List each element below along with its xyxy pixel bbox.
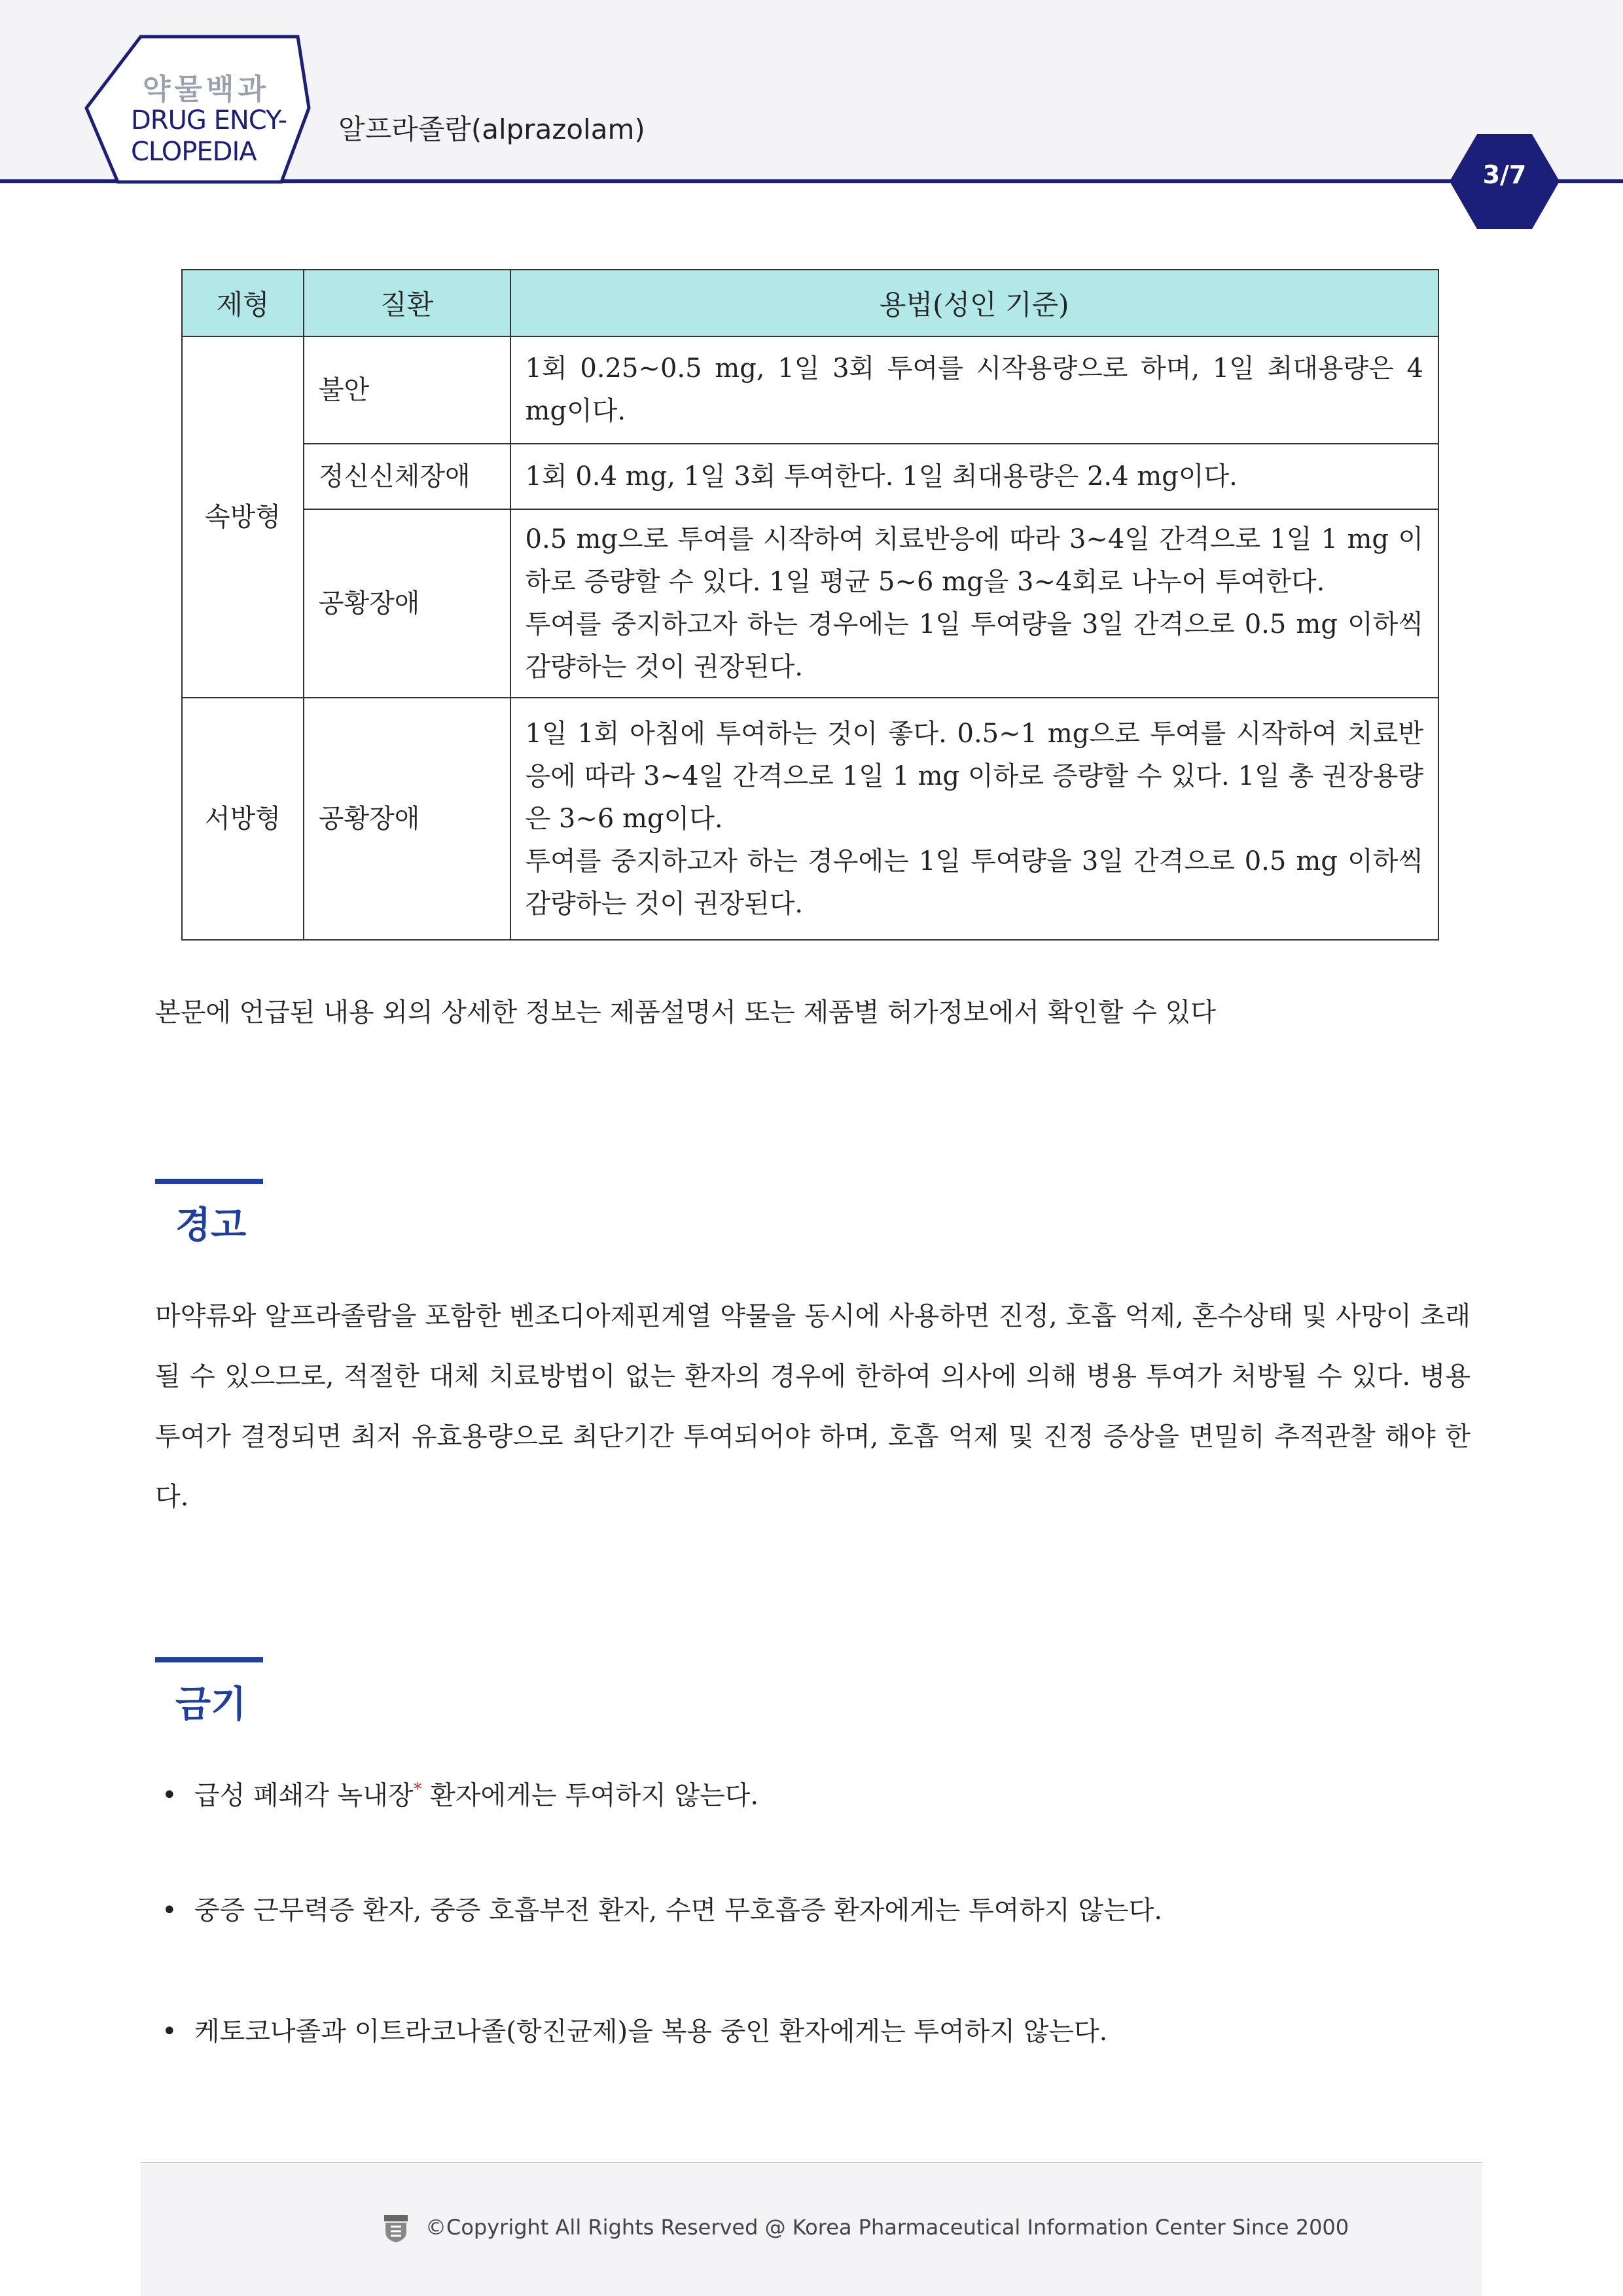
warning-paragraph: 마약류와 알프라졸람을 포함한 벤조디아제핀계열 약물을 동시에 사용하면 진정, 호흡 억제, 혼수상태 및 사망이 초래될 수 있으므로, 적절한 대체 치료방법이 없는 환자의 경우에 한하여 의사에 의해 병용 투여가 처방될 수 있다. 병용 투여가 결정되면 최저 유효용량으로 최단기간 투여되어야 하며, 호흡 억제 및 진정 증상을 면밀히 추적관찰 해야 한다. (155, 1301, 1471, 1512)
list-item (162, 2012, 1107, 2051)
table-row (182, 444, 1438, 509)
warning-accent-bar (155, 1179, 263, 1184)
usage-text-taper: 투여를 중지하고자 하는 경우에는 1일 투여량을 3일 간격으로 0.5 mg 이하씩 감량하는 것이 권장된다. (525, 846, 1423, 919)
table-header-row (182, 270, 1438, 336)
usage-cell (510, 509, 1438, 698)
header-disease: 질환 (304, 270, 510, 336)
usage-text: 1일 1회 아침에 투여하는 것이 좋다. 0.5~1 mg으로 투여를 시작하여 치료반응에 따라 3~4일 간격으로 1일 1 mg 이하로 증량할 수 있다. 1일 총 권장용량은 3~6 mg이다. (525, 718, 1423, 834)
usage-text-taper: 투여를 중지하고자 하는 경우에는 1일 투여량을 3일 간격으로 0.5 mg 이하씩 감량하는 것이 권장된다. (525, 609, 1423, 682)
usage-cell: 1회 0.4 mg, 1일 3회 투여한다. 1일 최대용량은 2.4 mg이다. (510, 444, 1438, 509)
form-cell: 서방형 (182, 698, 304, 940)
logo-english-line2: CLOPEDIA (131, 137, 257, 167)
dosage-table (181, 269, 1439, 941)
list-item-text-rest: 환자에게는 투여하지 않는다. (421, 1780, 759, 1811)
list-item-text: 케토코나졸과 이트라코나졸(항진균제)을 복용 중인 환자에게는 투여하지 않는다. (194, 2017, 1108, 2047)
usage-text: 0.5 mg으로 투여를 시작하여 치료반응에 따라 3~4일 간격으로 1일 1 mg 이하로 증량할 수 있다. 1일 평균 5~6 mg을 3~4회로 나누어 투여한다. (525, 524, 1423, 597)
footnote-mark: * (413, 1780, 422, 1799)
form-cell: 속방형 (182, 336, 304, 698)
warning-heading: 경고 (175, 1204, 247, 1247)
table-row (182, 509, 1438, 698)
info-note: 본문에 언급된 내용 외의 상세한 정보는 제품설명서 또는 제품별 허가정보에서 확인할 수 있다 (155, 997, 1216, 1028)
disease-cell: 정신신체장애 (304, 444, 510, 509)
logo-english-line1: DRUG ENCY- (131, 105, 287, 135)
copyright-text: ©Copyright All Rights Reserved @ Korea Pharmaceutical Information Center Since 2000 (425, 2215, 1349, 2240)
list-item-text: 중증 근무력증 환자, 중증 호흡부전 환자, 수면 무호흡증 환자에게는 투여하지 않는다. (194, 1895, 1163, 1926)
bullet-icon: • (162, 1780, 177, 1811)
logo-korean: 약물백과 (142, 73, 270, 106)
bullet-icon: • (162, 2017, 177, 2047)
page-number: 3/7 (1482, 160, 1527, 189)
contra-accent-bar (155, 1657, 263, 1662)
disease-cell: 공황장애 (304, 509, 510, 698)
header-usage: 용법(성인 기준) (510, 270, 1438, 336)
list-item (162, 1891, 1162, 1930)
disease-cell: 공황장애 (304, 698, 510, 940)
usage-cell: 1회 0.25~0.5 mg, 1일 3회 투여를 시작용량으로 하며, 1일 최대용량은 4 mg이다. (510, 336, 1438, 444)
logo-english (131, 105, 288, 168)
table-row (182, 336, 1438, 444)
list-item-text: 급성 폐쇄각 녹내장 (194, 1780, 414, 1811)
kpic-shield-icon (383, 2214, 409, 2244)
disease-cell: 불안 (304, 336, 510, 444)
document-title: 알프라졸람(alprazolam) (338, 113, 645, 145)
list-item (162, 1770, 758, 1815)
contra-heading: 금기 (175, 1683, 247, 1726)
usage-cell (510, 698, 1438, 940)
header-form: 제형 (182, 270, 304, 336)
table-row (182, 698, 1438, 940)
bullet-icon: • (162, 1895, 177, 1926)
